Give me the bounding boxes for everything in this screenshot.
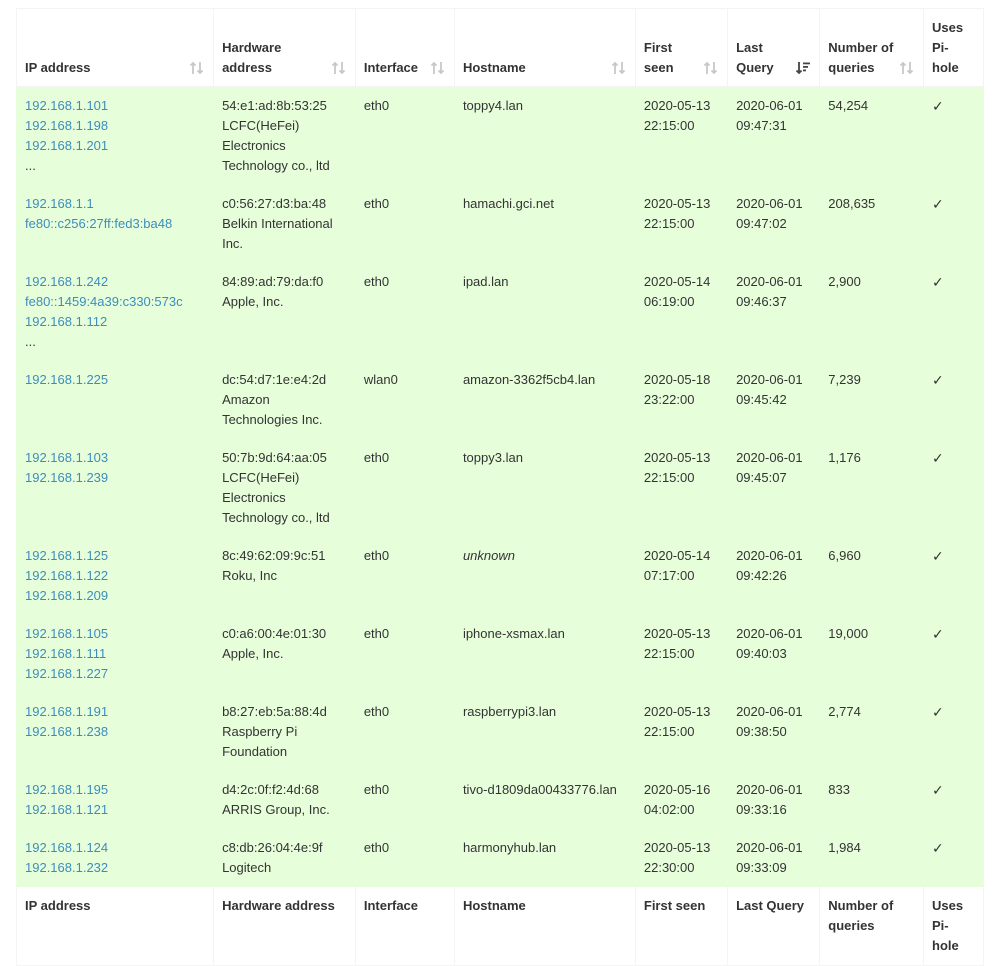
last-query-time: 09:47:02	[736, 216, 787, 231]
first-seen-time: 22:30:00	[643, 860, 695, 875]
hardware-address-cell	[214, 829, 356, 887]
header-label: Number of queries	[828, 40, 894, 75]
hardware-address-cell	[214, 263, 356, 361]
last-query-date: 2020-06-01	[736, 704, 803, 719]
table-row	[17, 185, 984, 263]
first-seen-cell	[635, 615, 727, 693]
uses-pihole-cell	[924, 87, 984, 185]
vendor-name: Apple, Inc.	[222, 646, 284, 661]
ip-address-link[interactable]: 192.168.1.1	[25, 196, 94, 211]
last-query-date: 2020-06-01	[736, 450, 803, 465]
hostname-cell: toppy3.lan	[454, 439, 635, 537]
sort-descending-icon[interactable]	[795, 60, 811, 76]
first-seen-cell	[635, 771, 727, 829]
table-row	[17, 361, 984, 439]
footer-ip-address: IP address	[17, 887, 214, 966]
mac-address: c0:56:27:d3:ba:48	[222, 196, 327, 211]
hostname-cell: amazon-3362f5cb4.lan	[454, 361, 635, 439]
last-query-date: 2020-06-01	[736, 372, 803, 387]
table-row	[17, 615, 984, 693]
header-label: Hardware address	[222, 40, 282, 75]
checkmark-icon: ✓	[932, 98, 944, 114]
last-query-date: 2020-06-01	[736, 782, 803, 797]
last-query-time: 09:42:26	[736, 568, 787, 583]
hostname-cell: harmonyhub.lan	[454, 829, 635, 887]
ip-address-link[interactable]: 192.168.1.209	[25, 588, 109, 603]
first-seen-date: 2020-05-13	[643, 840, 711, 855]
first-seen-date: 2020-05-13	[643, 450, 711, 465]
hardware-address-cell	[214, 185, 356, 263]
network-table-container	[16, 8, 984, 966]
interface-cell: eth0	[355, 537, 454, 615]
hostname-cell: unknown	[454, 537, 635, 615]
ip-address-link[interactable]: 192.168.1.112	[25, 314, 108, 329]
ip-address-link[interactable]: 192.168.1.201	[25, 138, 109, 153]
ip-address-link[interactable]: 192.168.1.122	[25, 568, 109, 583]
first-seen-time: 22:15:00	[643, 216, 695, 231]
number-of-queries-cell: 1,984	[820, 829, 924, 887]
header-hostname[interactable]	[454, 9, 635, 87]
interface-cell: eth0	[355, 263, 454, 361]
first-seen-date: 2020-05-16	[643, 782, 711, 797]
last-query-date: 2020-06-01	[736, 548, 803, 563]
mac-address: 84:89:ad:79:da:f0	[222, 274, 324, 289]
sort-both-icon[interactable]	[703, 60, 719, 76]
first-seen-time: 22:15:00	[643, 118, 695, 133]
mac-address: c0:a6:00:4e:01:30	[222, 626, 327, 641]
footer-number-of-queries: Number of queries	[820, 887, 924, 966]
uses-pihole-cell	[924, 263, 984, 361]
mac-address: 8c:49:62:09:9c:51	[222, 548, 326, 563]
vendor-name: Apple, Inc.	[222, 294, 284, 309]
header-label: IP address	[25, 60, 91, 75]
last-query-date: 2020-06-01	[736, 274, 803, 289]
hardware-address-cell	[214, 615, 356, 693]
hardware-address-cell	[214, 87, 356, 185]
number-of-queries-cell: 208,635	[820, 185, 924, 263]
first-seen-time: 04:02:00	[643, 802, 695, 817]
first-seen-cell	[635, 361, 727, 439]
ip-address-cell	[17, 771, 214, 829]
interface-cell: eth0	[355, 829, 454, 887]
ip-address-link[interactable]: 192.168.1.101	[25, 98, 109, 113]
hostname-cell: raspberrypi3.lan	[454, 693, 635, 771]
footer-last-query: Last Query	[728, 887, 820, 966]
last-query-cell	[728, 263, 820, 361]
number-of-queries-cell: 2,774	[820, 693, 924, 771]
table-row	[17, 439, 984, 537]
footer-hostname: Hostname	[454, 887, 635, 966]
first-seen-cell	[635, 87, 727, 185]
uses-pihole-cell	[924, 693, 984, 771]
header-interface[interactable]	[355, 9, 454, 87]
uses-pihole-cell	[924, 439, 984, 537]
table-body	[17, 87, 984, 887]
sort-both-icon[interactable]	[430, 60, 446, 76]
first-seen-cell	[635, 537, 727, 615]
last-query-cell	[728, 829, 820, 887]
hardware-address-cell	[214, 771, 356, 829]
table-header	[17, 9, 984, 87]
checkmark-icon: ✓	[932, 548, 944, 564]
last-query-cell	[728, 439, 820, 537]
table-footer	[17, 887, 984, 966]
last-query-cell	[728, 771, 820, 829]
first-seen-date: 2020-05-18	[643, 372, 711, 387]
first-seen-date: 2020-05-13	[643, 704, 711, 719]
ip-address-cell	[17, 439, 214, 537]
interface-cell: eth0	[355, 439, 454, 537]
last-query-date: 2020-06-01	[736, 626, 803, 641]
ip-address-link[interactable]: 192.168.1.191	[25, 704, 109, 719]
last-query-time: 09:45:07	[736, 470, 787, 485]
last-query-time: 09:46:37	[736, 294, 787, 309]
ip-address-link[interactable]: 192.168.1.124	[25, 840, 109, 855]
last-query-cell	[728, 693, 820, 771]
first-seen-date: 2020-05-13	[643, 98, 711, 113]
ip-address-link[interactable]: 192.168.1.195	[25, 782, 109, 797]
vendor-name: LCFC(HeFei) Electronics Technology co., ltd	[222, 118, 330, 173]
ip-address-cell	[17, 615, 214, 693]
first-seen-cell	[635, 185, 727, 263]
footer-uses-pi-hole: Uses Pi-hole	[924, 887, 984, 966]
mac-address: b8:27:eb:5a:88:4d	[222, 704, 327, 719]
first-seen-date: 2020-05-14	[643, 548, 711, 563]
table-row	[17, 693, 984, 771]
sort-both-icon[interactable]	[899, 60, 915, 76]
interface-cell: eth0	[355, 615, 454, 693]
number-of-queries-cell: 2,900	[820, 263, 924, 361]
table-row	[17, 829, 984, 887]
first-seen-cell	[635, 439, 727, 537]
network-table	[16, 8, 984, 966]
last-query-cell	[728, 185, 820, 263]
ip-address-link[interactable]: 192.168.1.239	[25, 470, 109, 485]
last-query-date: 2020-06-01	[736, 98, 803, 113]
checkmark-icon: ✓	[932, 196, 944, 212]
last-query-time: 09:33:16	[736, 802, 787, 817]
header-uses-pi-hole[interactable]	[924, 9, 984, 87]
number-of-queries-cell: 19,000	[820, 615, 924, 693]
header-hardware-address[interactable]	[214, 9, 356, 87]
header-label: First seen	[643, 40, 674, 75]
ip-address-link[interactable]: 192.168.1.105	[25, 626, 109, 641]
ip-address-link[interactable]: 192.168.1.227	[25, 666, 109, 681]
last-query-cell	[728, 361, 820, 439]
first-seen-cell	[635, 263, 727, 361]
last-query-time: 09:40:03	[736, 646, 787, 661]
hardware-address-cell	[214, 361, 356, 439]
hostname-cell: tivo-d1809da00433776.lan	[454, 771, 635, 829]
first-seen-date: 2020-05-14	[643, 274, 711, 289]
header-label: Uses Pi-hole	[932, 20, 964, 75]
ip-address-link[interactable]: fe80::c256:27ff:fed3:ba48	[25, 216, 173, 231]
interface-cell: eth0	[355, 771, 454, 829]
mac-address: 50:7b:9d:64:aa:05	[222, 450, 327, 465]
uses-pihole-cell	[924, 771, 984, 829]
table-row	[17, 537, 984, 615]
ip-address-cell	[17, 185, 214, 263]
ip-address-link[interactable]: 192.168.1.242	[25, 274, 109, 289]
last-query-time: 09:45:42	[736, 392, 787, 407]
last-query-time: 09:33:09	[736, 860, 787, 875]
vendor-name: Amazon Technologies Inc.	[222, 392, 323, 427]
ip-address-link[interactable]: 192.168.1.111	[25, 646, 107, 661]
uses-pihole-cell	[924, 537, 984, 615]
first-seen-time: 22:15:00	[643, 646, 695, 661]
last-query-cell	[728, 615, 820, 693]
uses-pihole-cell	[924, 829, 984, 887]
table-row	[17, 263, 984, 361]
first-seen-time: 23:22:00	[643, 392, 695, 407]
first-seen-time: 06:19:00	[643, 294, 695, 309]
ip-address-link[interactable]: 192.168.1.232	[25, 860, 109, 875]
last-query-cell	[728, 87, 820, 185]
last-query-date: 2020-06-01	[736, 196, 803, 211]
first-seen-date: 2020-05-13	[643, 196, 711, 211]
footer-interface: Interface	[355, 887, 454, 966]
hostname-cell: toppy4.lan	[454, 87, 635, 185]
interface-cell: eth0	[355, 87, 454, 185]
ip-address-link[interactable]: 192.168.1.103	[25, 450, 109, 465]
first-seen-time: 22:15:00	[643, 724, 695, 739]
ip-address-link[interactable]: 192.168.1.121	[25, 802, 109, 817]
hostname-cell: ipad.lan	[454, 263, 635, 361]
table-row	[17, 87, 984, 185]
number-of-queries-cell: 7,239	[820, 361, 924, 439]
first-seen-cell	[635, 693, 727, 771]
first-seen-time: 22:15:00	[643, 470, 695, 485]
mac-address: dc:54:d7:1e:e4:2d	[222, 372, 327, 387]
last-query-time: 09:38:50	[736, 724, 787, 739]
number-of-queries-cell: 6,960	[820, 537, 924, 615]
hardware-address-cell	[214, 537, 356, 615]
uses-pihole-cell	[924, 361, 984, 439]
vendor-name: LCFC(HeFei) Electronics Technology co., ltd	[222, 470, 330, 525]
mac-address: d4:2c:0f:f2:4d:68	[222, 782, 319, 797]
header-label: Interface	[363, 60, 419, 75]
ip-address-cell	[17, 263, 214, 361]
interface-cell: wlan0	[355, 361, 454, 439]
checkmark-icon: ✓	[932, 782, 944, 798]
mac-address: c8:db:26:04:4e:9f	[222, 840, 323, 855]
first-seen-date: 2020-05-13	[643, 626, 711, 641]
header-first-seen[interactable]	[635, 9, 727, 87]
mac-address: 54:e1:ad:8b:53:25	[222, 98, 327, 113]
vendor-name: ARRIS Group, Inc.	[222, 802, 330, 817]
ip-address-link[interactable]: 192.168.1.198	[25, 118, 109, 133]
ip-address-cell	[17, 829, 214, 887]
ip-address-cell	[17, 361, 214, 439]
sort-both-icon[interactable]	[331, 60, 347, 76]
uses-pihole-cell	[924, 615, 984, 693]
checkmark-icon: ✓	[932, 450, 944, 466]
checkmark-icon: ✓	[932, 704, 944, 720]
vendor-name: Roku, Inc	[222, 568, 277, 583]
vendor-name: Belkin International Inc.	[222, 216, 333, 251]
hardware-address-cell	[214, 693, 356, 771]
checkmark-icon: ✓	[932, 274, 944, 290]
ip-address-cell	[17, 87, 214, 185]
ip-address-link[interactable]: 192.168.1.225	[25, 372, 109, 387]
number-of-queries-cell: 833	[820, 771, 924, 829]
uses-pihole-cell	[924, 185, 984, 263]
last-query-date: 2020-06-01	[736, 840, 803, 855]
number-of-queries-cell: 1,176	[820, 439, 924, 537]
footer-hardware-address: Hardware address	[214, 887, 356, 966]
interface-cell: eth0	[355, 693, 454, 771]
ip-address-link[interactable]: 192.168.1.125	[25, 548, 109, 563]
ip-address-link[interactable]: fe80::1459:4a39:c330:573c	[25, 294, 183, 309]
hostname-cell: iphone-xsmax.lan	[454, 615, 635, 693]
more-ips-indicator: ...	[25, 334, 36, 349]
checkmark-icon: ✓	[932, 372, 944, 388]
sort-both-icon[interactable]	[189, 60, 205, 76]
interface-cell: eth0	[355, 185, 454, 263]
number-of-queries-cell: 54,254	[820, 87, 924, 185]
first-seen-time: 07:17:00	[643, 568, 695, 583]
table-row	[17, 771, 984, 829]
last-query-time: 09:47:31	[736, 118, 787, 133]
vendor-name: Logitech	[222, 860, 272, 875]
hostname-cell: hamachi.gci.net	[454, 185, 635, 263]
more-ips-indicator: ...	[25, 158, 36, 173]
checkmark-icon: ✓	[932, 626, 944, 642]
vendor-name: Raspberry Pi Foundation	[222, 724, 298, 759]
header-label: Last Query	[736, 40, 774, 75]
ip-address-link[interactable]: 192.168.1.238	[25, 724, 109, 739]
ip-address-cell	[17, 693, 214, 771]
ip-address-cell	[17, 537, 214, 615]
last-query-cell	[728, 537, 820, 615]
header-label: Hostname	[462, 60, 526, 75]
header-last-query[interactable]	[728, 9, 820, 87]
sort-both-icon[interactable]	[611, 60, 627, 76]
first-seen-cell	[635, 829, 727, 887]
checkmark-icon: ✓	[932, 840, 944, 856]
header-ip-address[interactable]	[17, 9, 214, 87]
hardware-address-cell	[214, 439, 356, 537]
footer-first-seen: First seen	[635, 887, 727, 966]
header-number-of-queries[interactable]	[820, 9, 924, 87]
